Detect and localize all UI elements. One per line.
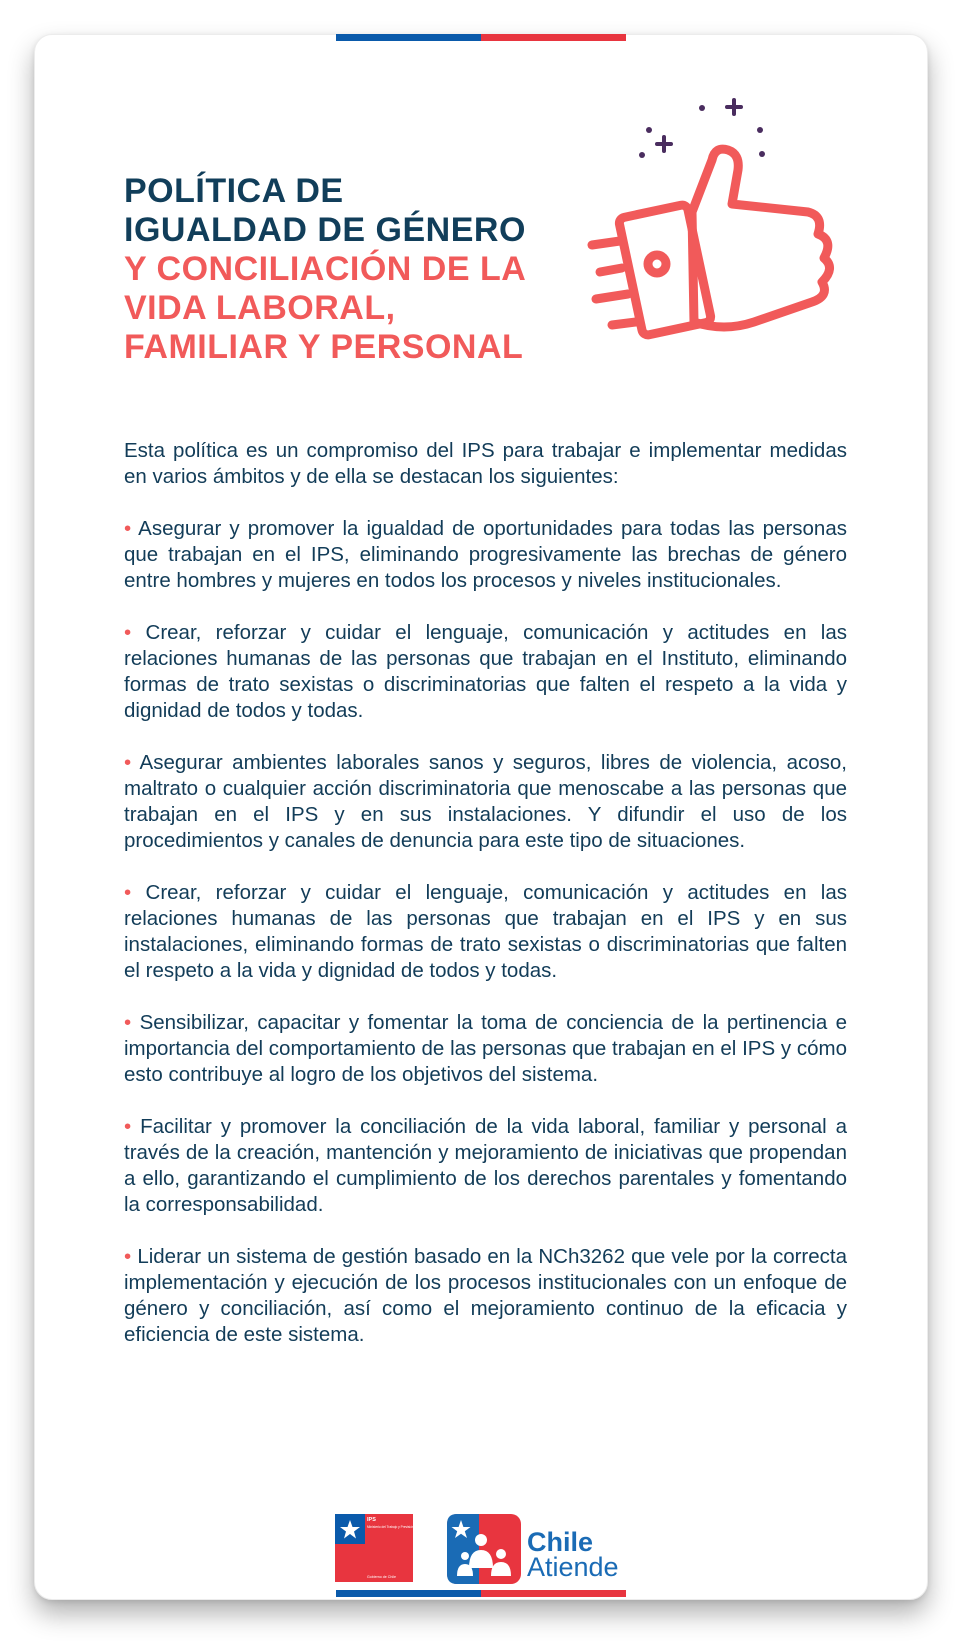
flag-stripe-red	[481, 1590, 626, 1597]
list-item	[124, 1244, 847, 1348]
chile-atiende-wordmark	[527, 1527, 619, 1582]
list-item	[124, 620, 847, 724]
list-item	[124, 516, 847, 594]
list-item-text: Asegurar ambientes laborales sanos y seguros, libres de violencia, acoso, maltrato o cualquier acción discriminatoria que menoscabe a las personas que trabajan en el IPS y en sus instalaciones. Y difundir el uso de los procedimientos y canales de denuncia para este tipo de situaciones.	[124, 751, 847, 852]
flag-stripe-red	[481, 34, 626, 41]
chile-atiende-line1: Chile	[527, 1527, 594, 1557]
list-item-text: Facilitar y promover la conciliación de la vida laboral, familiar y personal a través de la creación, mantención y mejoramiento de iniciativas que propendan a ello, garantizando el cumplimiento de los derechos parentales y fomentando la corresponsabilidad.	[124, 1115, 847, 1216]
bullet-icon: •	[124, 1115, 132, 1138]
chile-atiende-line2: Atiende	[527, 1552, 619, 1582]
bullet-icon: •	[124, 1011, 132, 1034]
ips-footer: Gobierno de Chile	[367, 1575, 396, 1579]
list-item	[124, 1114, 847, 1218]
flag-stripe-bottom	[336, 1590, 626, 1597]
ips-name: IPS	[367, 1517, 376, 1523]
bullet-icon: •	[124, 881, 132, 904]
list-item-text: Liderar un sistema de gestión basado en la NCh3262 que vele por la correcta implementación y ejecución de los procesos institucionales con un enfoque de género y conciliación, así como el mejoramiento continuo de la eficacia y eficiencia de este sistema.	[124, 1245, 847, 1346]
ips-logo	[335, 1514, 424, 1582]
title-line-4: VIDA LABORAL,	[124, 289, 396, 327]
chile-atiende-logo	[447, 1514, 521, 1584]
policy-body	[124, 438, 847, 1374]
thumbs-up-icon	[612, 100, 892, 380]
title-line-3: Y CONCILIACIÓN DE LA	[124, 250, 527, 288]
flag-stripe-blue	[336, 34, 481, 41]
title-line-1: POLÍTICA DE	[124, 172, 344, 210]
list-item-text: Crear, reforzar y cuidar el lenguaje, comunicación y actitudes en las relaciones humanas de las personas que trabajan en el IPS y en sus instalaciones, eliminando formas de trato sexistas o discriminatorias que falten el respeto a la vida y dignidad de todos y todas.	[124, 881, 848, 982]
list-item	[124, 750, 847, 854]
bullet-icon: •	[124, 1245, 132, 1268]
sparkle-icon	[639, 100, 765, 158]
flag-stripe-top	[336, 34, 626, 41]
list-item	[124, 1010, 847, 1088]
list-item-text: Crear, reforzar y cuidar el lenguaje, comunicación y actitudes en las relaciones humanas de las personas que trabajan en el Instituto, eliminando formas de trato sexistas o discriminatorias que falten el respeto a la vida y dignidad de todos y todas.	[124, 621, 848, 722]
list-item-text: Asegurar y promover la igualdad de oportunidades para todas las personas que trabajan en el IPS, eliminando progresivamente las brechas de género entre hombres y mujeres en todos los procesos y niveles institucionales.	[124, 517, 847, 592]
title-line-2: IGUALDAD DE GÉNERO	[124, 211, 526, 249]
page-title	[124, 172, 644, 367]
list-item-text: Sensibilizar, capacitar y fomentar la toma de conciencia de la pertinencia e importancia del comportamiento de las personas que trabajan en el IPS y cómo esto contribuye al logro de los objetivos del sistema.	[124, 1011, 847, 1086]
bullet-icon: •	[124, 621, 132, 644]
ips-subtitle: Ministerio del Trabajo y Previsión Social	[367, 1525, 424, 1529]
list-item	[124, 880, 847, 984]
title-line-5: FAMILIAR Y PERSONAL	[124, 328, 524, 366]
bullet-icon: •	[124, 517, 132, 540]
bullet-icon: •	[124, 751, 132, 774]
flag-stripe-blue	[336, 1590, 481, 1597]
intro-paragraph: Esta política es un compromiso del IPS para trabajar e implementar medidas en varios ámbitos y de ella se destacan los siguientes:	[124, 439, 847, 488]
